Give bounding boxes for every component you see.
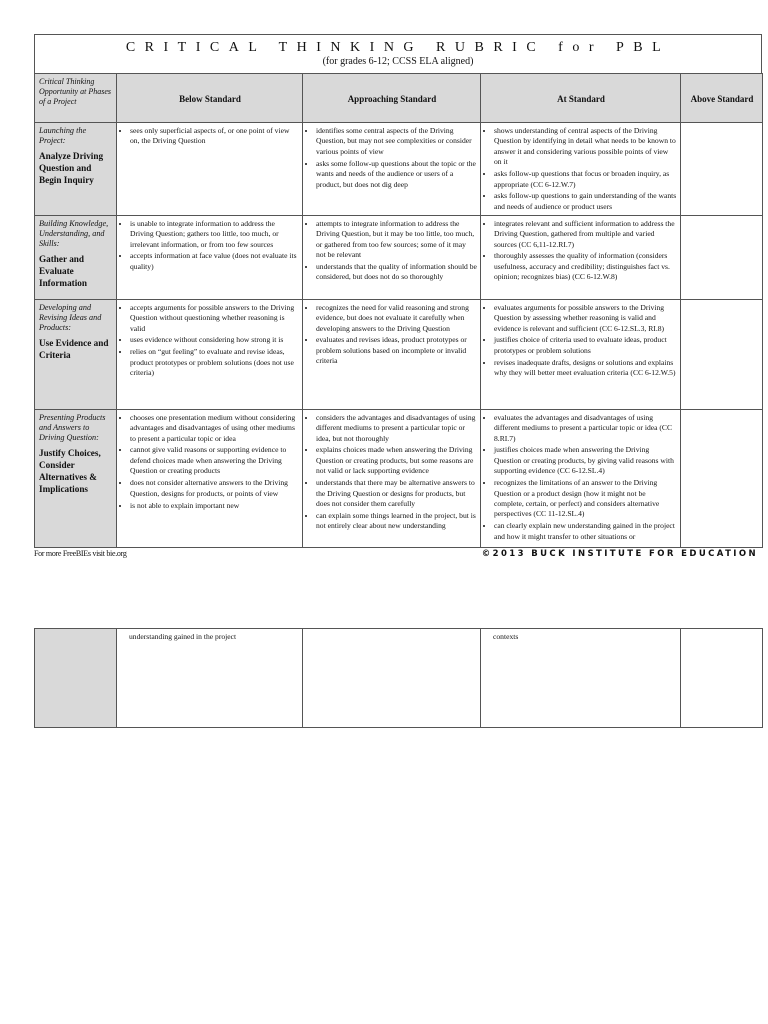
column-header-below: Below Standard	[117, 74, 303, 123]
criterion-item: • uses evidence without considering how strong it is	[130, 335, 299, 345]
phase-cell	[35, 215, 117, 299]
criterion-item: • sees only superficial aspects of, or one point of view on, the Driving Question	[130, 126, 299, 147]
continuation-page	[34, 628, 762, 728]
rubric-row	[35, 409, 763, 547]
phase-label: Presenting Products and Answers to Driving Question:	[39, 412, 106, 442]
continuation-phase-cell	[35, 629, 117, 728]
column-header-approaching: Approaching Standard	[303, 74, 481, 123]
criterion-item: • revises inadequate drafts, designs or solutions and explains why they will better meet evaluation criteria (CC 6-12.W.5)	[494, 358, 677, 379]
criterion-item: • considers the advantages and disadvantages of using different mediums to present a particular topic or idea, but not thoroughly	[316, 413, 477, 444]
criterion-item: • is not able to explain important new	[130, 501, 299, 511]
above-cell	[681, 123, 763, 216]
approaching-criteria-list	[307, 126, 477, 190]
at-criteria-list	[485, 219, 677, 283]
criterion-item: • evaluates arguments for possible answers to the Driving Question by assessing whether reasoning is valid and evidence is relevant and sufficient (CC 6-12.SL.3, RI.8)	[494, 303, 677, 334]
at-cell	[481, 409, 681, 547]
above-cell	[681, 409, 763, 547]
phase-label: Developing and Revising Ideas and Products:	[39, 302, 102, 332]
focus-label: Analyze Driving Question and Begin Inquiry	[39, 151, 104, 185]
column-header-phase: Critical Thinking Opportunity at Phases of a Project	[35, 74, 117, 123]
criterion-item: • evaluates the advantages and disadvantages of using different mediums to present a particular topic or idea (CC 8.RI.7)	[494, 413, 677, 444]
criterion-item: • can clearly explain new understanding gained in the project and how it might transfer to other situations or	[494, 521, 677, 542]
footer-right: ©2013 BUCK INSTITUTE FOR EDUCATION	[481, 549, 758, 559]
below-cell	[117, 409, 303, 547]
below-criteria-list	[121, 413, 299, 511]
phase-cell	[35, 299, 117, 409]
criterion-item: • explains choices made when answering the Driving Question or creating products, but some reasons are not valid or lack supporting evidence	[316, 445, 477, 476]
at-criteria-list	[485, 126, 677, 212]
approaching-cell	[303, 123, 481, 216]
criterion-item: • recognizes the limitations of an answer to the Driving Question or a product design (how it might not be complete, certain, or perfect) and considers alternative perspectives (CC 11-12.SL.4)	[494, 478, 677, 520]
rubric-row	[35, 299, 763, 409]
column-header-above: Above Standard	[681, 74, 763, 123]
criterion-item: • understands that the quality of information should be considered, but does not do so thoroughly	[316, 262, 477, 283]
below-cell	[117, 123, 303, 216]
criterion-item: • relies on “gut feeling” to evaluate and revise ideas, product prototypes or problem solutions (does not use criteria)	[130, 347, 299, 378]
footer-left: For more FreeBIEs visit bie.org	[34, 549, 127, 558]
rubric-table	[34, 73, 763, 548]
criterion-item: • justifies choice of criteria used to evaluate ideas, product prototypes or problem solutions	[494, 335, 677, 356]
at-cell	[481, 299, 681, 409]
below-criteria-list	[121, 126, 299, 147]
criterion-item: • justifies choices made when answering the Driving Question or creating products, by giving valid reasons with supporting evidence (CC 6-12.SL.4)	[494, 445, 677, 476]
continuation-table	[34, 628, 763, 728]
page-title: CRITICAL THINKING RUBRIC for PBL	[125, 40, 671, 55]
continuation-below-cell: understanding gained in the project	[117, 629, 303, 728]
criterion-item: • chooses one presentation medium without considering advantages and disadvantages of using other mediums to present a particular topic or idea	[130, 413, 299, 444]
approaching-criteria-list	[307, 413, 477, 532]
approaching-cell	[303, 215, 481, 299]
criterion-item: • shows understanding of central aspects of the Driving Question by identifying in detail what needs to be known to answer it and considering various possible points of view on it	[494, 126, 677, 168]
approaching-criteria-list	[307, 219, 477, 283]
rubric-row	[35, 123, 763, 216]
criterion-item: • recognizes the need for valid reasoning and strong evidence, but does not evaluate it carefully when developing answers to the Driving Question	[316, 303, 477, 334]
at-criteria-list	[485, 303, 677, 379]
continuation-approaching-cell	[303, 629, 481, 728]
page-subtitle: (for grades 6-12; CCSS ELA aligned)	[322, 56, 474, 67]
above-cell	[681, 215, 763, 299]
rubric-row	[35, 215, 763, 299]
rubric-page	[34, 34, 762, 548]
criterion-item: • thoroughly assesses the quality of information (considers usefulness, accuracy and credibility; distinguishes fact vs. opinion; recognizes bias) (CC 6-12.W.8)	[494, 251, 677, 282]
continuation-row	[35, 629, 763, 728]
continuation-above-cell	[681, 629, 763, 728]
below-cell	[117, 215, 303, 299]
criterion-item: • can explain some things learned in the project, but is not entirely clear about new understanding	[316, 511, 477, 532]
at-cell	[481, 215, 681, 299]
focus-label: Gather and Evaluate Information	[39, 253, 87, 288]
above-cell	[681, 299, 763, 409]
criterion-item: • asks some follow-up questions about the topic or the wants and needs of the audience or users of a product, but does not dig deep	[316, 159, 477, 190]
at-cell	[481, 123, 681, 216]
criterion-item: • attempts to integrate information to address the Driving Question, but it may be too little, too much, or gathered from too few sources; some of it may not be relevant	[316, 219, 477, 261]
criterion-item: • identifies some central aspects of the Driving Question, but may not see complexities or consider various points of view	[316, 126, 477, 157]
focus-label: Justify Choices, Consider Alternatives & Implications	[39, 447, 101, 494]
criterion-item: • is unable to integrate information to address the Driving Question; gathers too little, too much, or irrelevant information, or from too few sources	[130, 219, 299, 250]
title-box	[34, 34, 762, 73]
approaching-criteria-list	[307, 303, 477, 367]
below-criteria-list	[121, 303, 299, 379]
criterion-item: • evaluates and revises ideas, product prototypes or problem solutions based on incomplete or invalid criteria	[316, 335, 477, 366]
criterion-item: • accepts arguments for possible answers to the Driving Question without questioning whether reasoning is valid	[130, 303, 299, 334]
phase-label: Building Knowledge, Understanding, and Skills:	[39, 218, 109, 248]
footer	[34, 549, 762, 563]
phase-cell	[35, 123, 117, 216]
criterion-item: • asks follow-up questions to gain understanding of the wants and needs of audience or product users	[494, 191, 677, 212]
approaching-cell	[303, 409, 481, 547]
criterion-item: • accepts information at face value (does not evaluate its quality)	[130, 251, 299, 272]
continuation-at-cell: contexts	[481, 629, 681, 728]
at-criteria-list	[485, 413, 677, 542]
column-header-at: At Standard	[481, 74, 681, 123]
criterion-item: • does not consider alternative answers to the Driving Question, designs for products, or points of view	[130, 478, 299, 499]
phase-label: Launching the Project:	[39, 126, 87, 145]
criterion-item: • understands that there may be alternative answers to the Driving Question or designs for products, but does not consider them carefully	[316, 478, 477, 509]
approaching-cell	[303, 299, 481, 409]
header-row	[35, 74, 763, 123]
phase-cell	[35, 409, 117, 547]
focus-label: Use Evidence and Criteria	[39, 337, 109, 360]
criterion-item: • cannot give valid reasons or supporting evidence to defend choices made when answering the Driving Question or creating products	[130, 445, 299, 476]
criterion-item: • integrates relevant and sufficient information to address the Driving Question, gathered from multiple and varied sources (CC 6,11-12.RI.7)	[494, 219, 677, 250]
below-cell	[117, 299, 303, 409]
below-criteria-list	[121, 219, 299, 273]
criterion-item: • asks follow-up questions that focus or broaden inquiry, as appropriate (CC 6-12.W.7)	[494, 169, 677, 190]
